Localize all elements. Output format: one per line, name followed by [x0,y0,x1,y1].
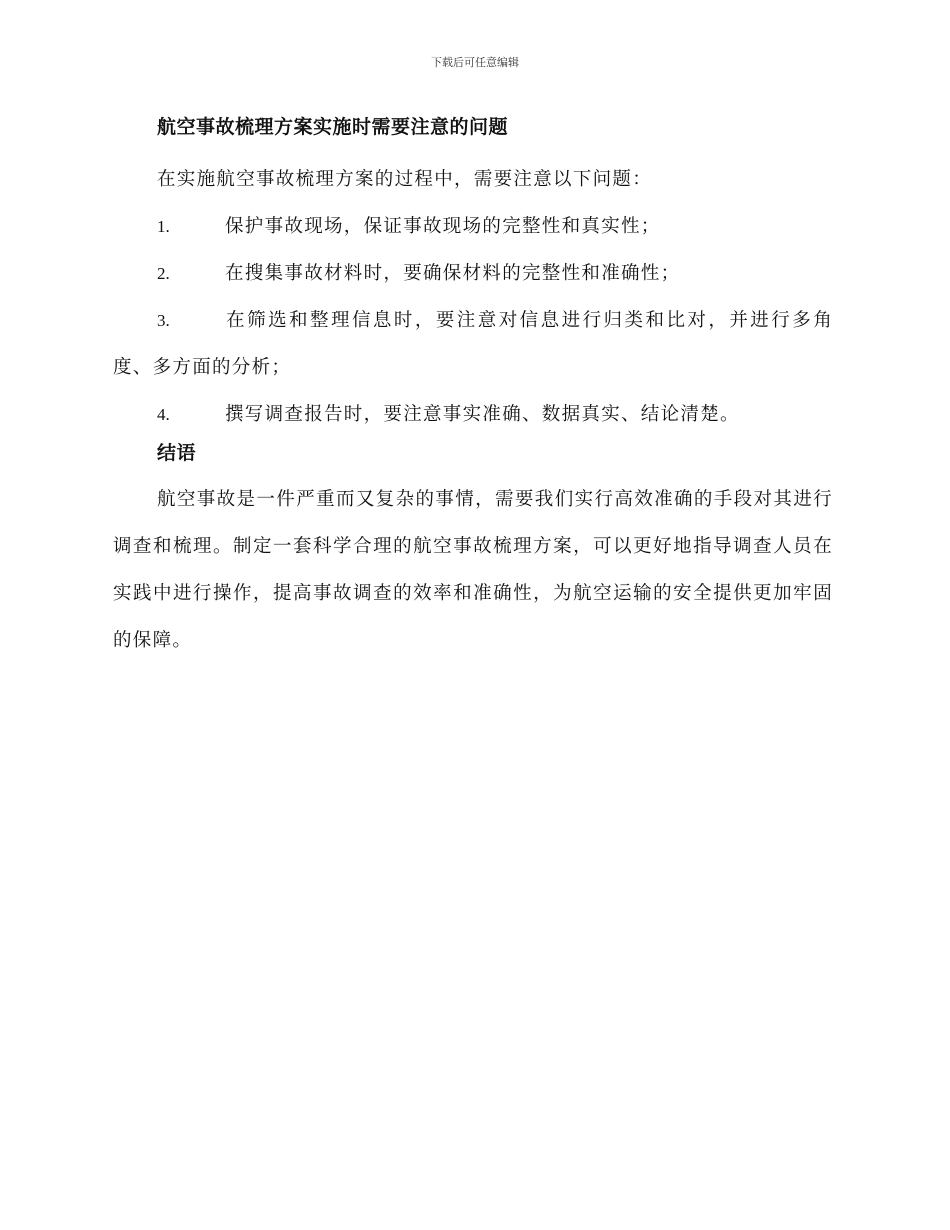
list-text: 在搜集事故材料时，要确保材料的完整性和准确性； [225,263,681,284]
section-heading-issues: 航空事故梳理方案实施时需要注意的问题 [157,116,509,138]
list-text: 撰写调查报告时，要注意事实准确、数据真实、结论清楚。 [225,404,740,425]
list-text: 在筛选和整理信息时，要注意对信息进行归类和比对，并进行多角度、多方面的分析； [113,310,833,378]
list-item-4 [113,391,833,438]
document-body [113,112,833,664]
conclusion-paragraph: 航空事故是一件严重而又复杂的事情，需要我们实行高效准确的手段对其进行调查和梳理。制定一套科学合理的航空事故梳理方案，可以更好地指导调查人员在实践中进行操作，提高事故调查的效率和准确性，为航空运输的安全提供更加牢固的保障。 [113,489,833,651]
list-item-2 [113,250,833,297]
header-note: 下载后可任意编辑 [431,56,519,69]
list-text: 保护事故现场，保证事故现场的完整性和真实性； [225,216,661,237]
intro-paragraph: 在实施航空事故梳理方案的过程中，需要注意以下问题： [157,169,653,190]
list-number: 3. [157,311,170,330]
list-item-3 [113,297,833,391]
list-item-1 [113,203,833,250]
list-number: 1. [157,217,170,236]
list-number: 4. [157,405,170,424]
section-heading-conclusion: 结语 [157,442,197,464]
list-number: 2. [157,264,170,283]
